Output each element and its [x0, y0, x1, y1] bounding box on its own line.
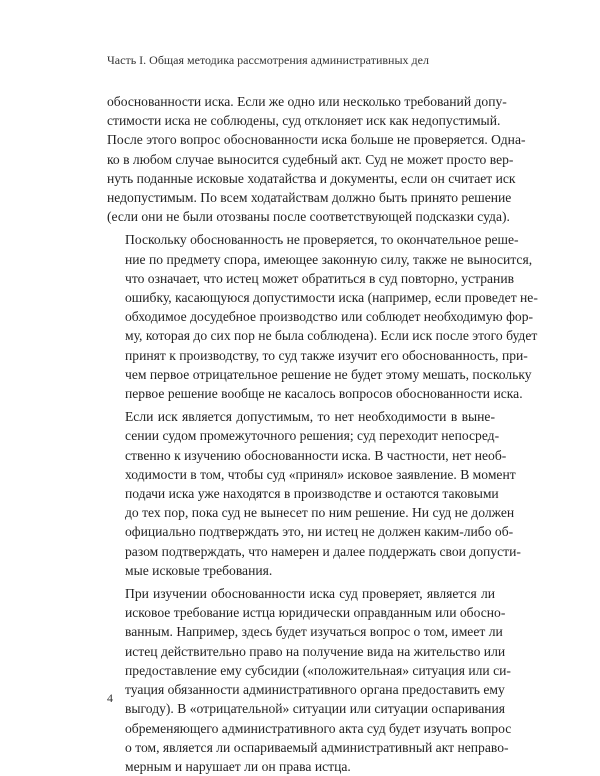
- text-line: стимости иска не соблюдены, суд отклоняет иск как недопустимый.: [107, 113, 501, 129]
- page-number: 4: [107, 691, 113, 705]
- text-line: ходимости в том, чтобы суд «принял» исковое заявление. В момент: [125, 466, 516, 482]
- text-line: подачи иска уже находятся в производстве и остаются таковыми: [125, 486, 499, 502]
- text-line: Поскольку обоснованность не проверяется, то окончательное реше-: [125, 232, 519, 248]
- paragraph: [107, 230, 538, 403]
- text-line: ванным. Например, здесь будет изучаться вопрос о том, имеет ли: [125, 624, 503, 640]
- text-line: первое решение вообще не касалось вопросов обоснованности иска.: [125, 386, 523, 402]
- text-line: мые исковые требования.: [125, 562, 273, 578]
- text-line: разом подтверждать, что намерен и далее поддержать свои допусти-: [125, 543, 521, 559]
- text-line: Если иск является допустимым, то нет необходимости в выне-: [125, 409, 495, 425]
- text-line: ственно к изучению обоснованности иска. В частности, нет необ-: [125, 447, 507, 463]
- text-line: истец действительно право на получение вида на жительство или: [125, 643, 506, 659]
- paragraph: [107, 92, 526, 226]
- text-line: обходимое досудебное производство или соблюдет необходимую фор-: [125, 309, 534, 325]
- text-line: ние по предмету спора, имеющее законную силу, также не выносится,: [125, 251, 533, 267]
- text-line: обоснованности иска. Если же одно или несколько требований допу-: [107, 94, 507, 109]
- text-line: принят к производству, то суд также изучит его обоснованность, при-: [125, 347, 528, 363]
- text-line: предоставление ему субсидии («положительная» ситуация или си-: [125, 662, 511, 678]
- text-line: исковое требование истца юридически оправданным или обосно-: [125, 605, 506, 621]
- text-line: сении судом промежуточного решения; суд переходит непосред-: [125, 428, 500, 444]
- text-line: чем первое отрицательное решение не будет этому мешать, поскольку: [125, 366, 532, 382]
- paragraph: [107, 407, 521, 580]
- running-header: Часть I. Общая методика рассмотрения административных дел: [107, 53, 429, 67]
- text-line: туация обязанности административного органа предоставить ему: [125, 682, 505, 698]
- text-line: обременяющего административного акта суд будет изучать вопрос: [125, 720, 512, 736]
- text-line: официально подтверждать это, ни истец не должен каким-либо об-: [125, 524, 514, 540]
- text-line: недопустимым. По всем ходатайствам должно быть принято решение: [107, 190, 512, 206]
- paragraph: [107, 584, 512, 776]
- text-line: о том, является ли оспариваемый административный акт неправо-: [125, 739, 509, 755]
- text-line: му, которая до сих пор не была соблюдена). Если иск после этого будет: [125, 328, 538, 344]
- text-line: После этого вопрос обоснованности иска больше не проверяется. Одна-: [107, 132, 526, 148]
- text-line: ко в любом случае выносится судебный акт. Суд не может просто вер-: [107, 151, 514, 167]
- text-line: выгоду). В «отрицательной» ситуации или ситуации оспаривания: [125, 701, 505, 717]
- text-line: (если они не были отозваны после соответствующей подсказки суда).: [107, 209, 510, 225]
- body-text: [107, 92, 538, 776]
- text-line: мерным и нарушает ли он права истца.: [125, 758, 351, 774]
- text-line: до тех пор, пока суд не вынесет по ним решение. Ни суд не должен: [125, 505, 515, 521]
- text-line: ошибку, касающуюся допустимости иска (например, если проведет не-: [125, 290, 538, 306]
- text-line: нуть поданные исковые ходатайства и документы, если он считает иск: [107, 170, 516, 186]
- text-line: что означает, что истец может обратиться в суд повторно, устранив: [125, 270, 515, 286]
- text-line: При изучении обоснованности иска суд проверяет, является ли: [125, 586, 495, 602]
